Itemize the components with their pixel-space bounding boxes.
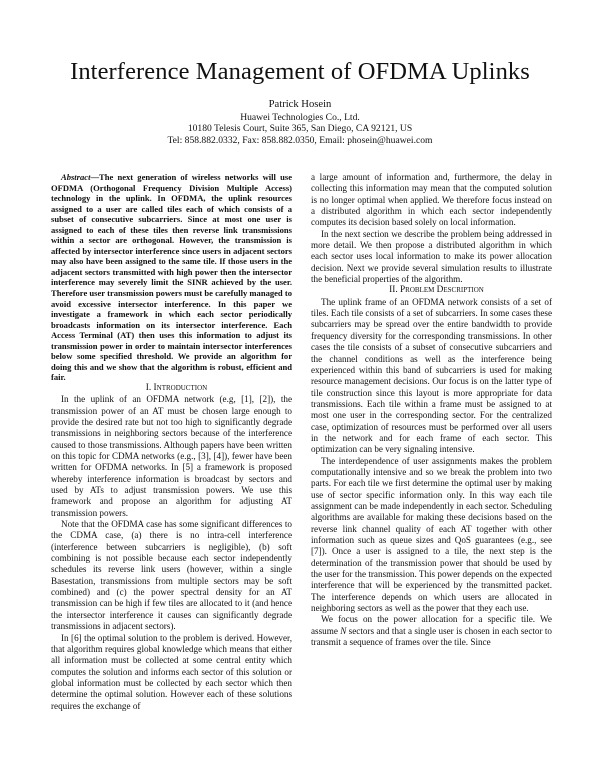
- author-block: [60, 99, 540, 146]
- left-column: [51, 172, 292, 712]
- author-address: 10180 Telesis Court, Suite 365, San Diego, CA 92121, US: [187, 123, 413, 135]
- abstract-text: —The next generation of wireless networks will use OFDMA (Orthogonal Frequency Division Multiple Access) technology in the uplink. In OFDMA, the uplink resources assigned to a user are called tiles each of which consists of a subset of consecutive subcarriers. Since at most one user is assigned to each of these tiles then reverse link transmissions within a sector are orthogonal. However, the transmission is affected by intersector interference since users in adjacent sectors may also have been assigned to the same tile. If those users in the adjacent sectors transmitted with high power then the intersector interference may severely limit the SINR achieved by the user. Therefore user transmission powers must be carefully managed to avoid excessive intersector interference. In this paper we investigate a framework in which each sector periodically broadcasts information on its intersector interference. Each Access Terminal (AT) then uses this information to adjust its transmission power in order to maintain intersector interferences below some specified threshold. We provide an algorithm for doing this and we show that the algorithm is robust, efficient and fair.: [51, 172, 292, 383]
- right-column: [311, 172, 552, 648]
- paragraph: In the next section we describe the problem being addressed in more detail. We then propose a distributed algorithm in which each sector uses local information to make its power allocation decision. Next we provide several simulation results to illustrate the beneficial properties of the algorithm.: [311, 228, 552, 285]
- paragraph: [311, 614, 552, 648]
- paragraph-text: sectors and that a single user is chosen in each sector to transmit a sequence of frames over the tile. Since: [311, 625, 552, 648]
- author-name: Patrick Hosein: [268, 99, 332, 110]
- section-heading-introduction: I. Introduction: [145, 382, 208, 393]
- paragraph: In [6] the optimal solution to the problem is derived. However, that algorithm requires global knowledge which means that either all information must be collected at some central entity which computes the solution and informs each sector of this solution or global information must be collected by each sector which then determine the optimal solution. However each of these solutions requires the exchange of: [51, 632, 292, 711]
- section-heading-problem-description: II. Problem Description: [389, 285, 484, 296]
- paragraph: The interdependence of user assignments makes the problem computationally intensive and so we break the problem into two parts. For each tile we first determine the optimal user by making use of sector specific information only. In this way each tile assignment can be made independently in each sector. Scheduling algorithms are available for making these decisions based on the reverse link channel quality of each AT together with other information such as queue sizes and QoS guarantees (e.g., see [7]). Once a user is assigned to a tile, the next step is the determination of the transmission power that should be used by the user for the transmission. This power depends on the expected interference that will be experienced by the transmitted packet. The interference depends on which users are allocated in neighboring sectors as well as the power that they each use.: [311, 455, 552, 614]
- paragraph-text: We focus on the power allocation for a specific tile. We assume: [311, 614, 552, 636]
- paper-title: Interference Management of OFDMA Uplinks: [70, 58, 530, 85]
- abstract: [51, 172, 292, 383]
- paragraph: In the uplink of an OFDMA network (e.g, [1], [2]), the transmission power of an AT must be chosen large enough to provide the desired rate but not too high to significantly degrade transmissions in neighboring sectors because of the interference caused to those transmissions. Although papers have been written on this topic for CDMA networks (e.g., [3], [4]), fewer have been written for OFDMA networks. In [5] a framework is proposed whereby interference information is broadcast by sectors and used by ATs to adjust transmission powers. We use this framework and propose an algorithm for adjusting AT transmission powers.: [51, 394, 292, 518]
- author-affiliation: Huawei Technologies Co., Ltd.: [240, 111, 360, 123]
- paragraph: The uplink frame of an OFDMA network consists of a set of tiles. Each tile consists of a set of subcarriers. In some cases these subcarriers may be spread over the entire bandwidth to provide frequency diversity for the corresponding transmissions. In other cases the tile consists of a subset of consecutive subcarriers and the channel conditions as well as the interference being experienced within this band of subcarriers is used for making resource management decisions. Our focus is on the latter type of tile construction since this layout is more appropriate for data transmissions. Each tile within a frame must be assigned to at most one user in the corresponding sector. For the centralized case, optimization of resources must be performed over all users in the network and for each frame of each sector. This optimization can be very signaling intensive.: [311, 296, 552, 455]
- abstract-label: Abstract: [61, 172, 91, 182]
- paragraph: a large amount of information and, furthermore, the delay in collecting this information may mean that the computed solution is no longer optimal when applied. We therefore focus instead on a distributed algorithm in which each sector independently computes its decision based solely on local information.: [311, 172, 552, 228]
- author-contact: Tel: 858.882.0332, Fax: 858.882.0350, Email: phosein@huawei.com: [167, 134, 433, 146]
- math-variable-n: N: [340, 625, 347, 636]
- paragraph: Note that the OFDMA case has some significant differences to the CDMA case, (a) there is no intra-cell interference (interference between subcarriers is negligible), (b) soft combining is not possible because each sector independently schedules its reverse link users (however, within a single Basestation, transmissions from multiple sectors may be soft combined) and (c) the power spectral density for an AT transmission can be high if few tiles are allocated to it (and hence the intersector interference it causes can significantly degrade transmissions in adjacent sectors).: [51, 519, 292, 632]
